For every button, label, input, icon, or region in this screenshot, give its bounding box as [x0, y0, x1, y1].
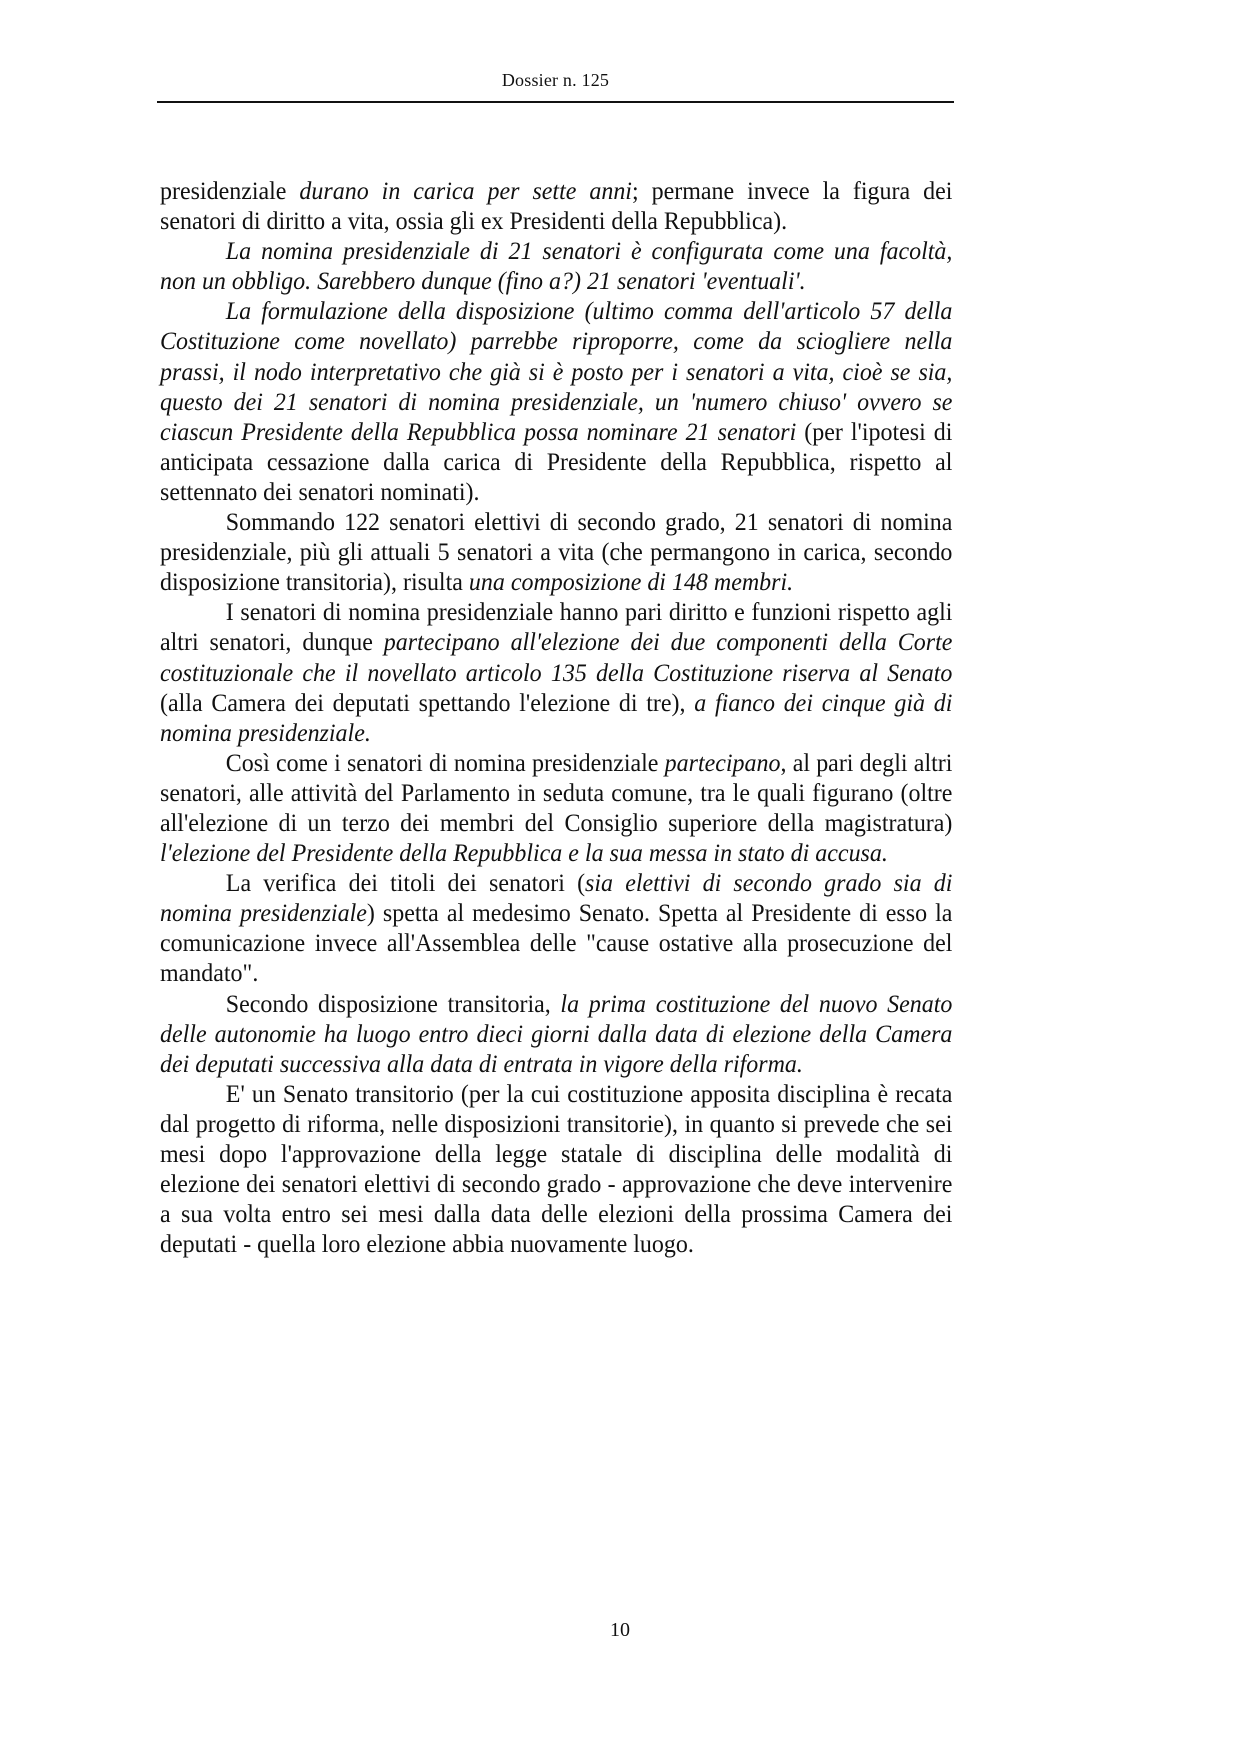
paragraph: [160, 748, 952, 868]
text-run: ) spetta al medesimo Senato. Spetta al Presidente di esso la comunicazione invece all'Assemblea delle "cause ostative alla prosecuzione del mandato".: [160, 898, 953, 988]
page-number: 10: [610, 1619, 630, 1641]
text-run: (per l'ipotesi di anticipata cessazione dalla carica di Presidente della Repubblica, rispetto al settennato dei senatori nominati).: [160, 416, 953, 506]
italic-text-run: l'elezione del Presidente della Repubblica e la sua messa in stato di accusa.: [160, 838, 888, 868]
text-run: presidenziale: [160, 176, 300, 205]
italic-text-run: la prima costituzione del nuovo Senato delle autonomie ha luogo entro dieci giorni dalla data di elezione della Camera dei deputati successiva alla data di entrata in vigore della riforma.: [160, 988, 953, 1078]
paragraph: [160, 296, 952, 507]
paragraph: [160, 989, 952, 1079]
text-run: (alla Camera dei deputati spettando l'elezione di tre),: [160, 687, 695, 717]
text-run: Secondo disposizione transitoria,: [225, 988, 561, 1018]
text-run: La verifica dei titoli dei senatori (: [225, 868, 586, 898]
text-run: , al pari degli altri senatori, alle attività del Parlamento in seduta comune, tra le quali figurano (oltre all'elezione di un terzo dei membri del Consiglio superiore della magistratura): [160, 747, 953, 837]
text-run: I senatori di nomina presidenziale hanno pari diritto e funzioni rispetto agli altri senatori, dunque: [160, 597, 953, 657]
italic-text-run: sia elettivi di secondo grado sia di nomina presidenziale: [160, 868, 953, 928]
italic-text-run: La nomina presidenziale di 21 senatori è configurata come una facoltà, non un obbligo. Sarebbero dunque (fino a?) 21 senatori 'eventuali'.: [160, 236, 953, 296]
text-run: Così come i senatori di nomina presidenziale: [225, 747, 665, 777]
italic-text-run: durano in carica per sette anni: [299, 176, 632, 205]
text-run: E' un Senato transitorio (per la cui costituzione apposita disciplina è recata dal progetto di riforma, nelle disposizioni transitorie), in quanto si prevede che sei mesi dopo l'approvazione della legge statale di disciplina delle modalità di elezione dei senatori elettivi di secondo grado - approvazione che deve intervenire a sua volta entro sei mesi dalla data delle elezioni della prossima Camera dei deputati - quella loro elezione abbia nuovamente luogo.: [160, 1078, 953, 1259]
text-run: Sommando 122 senatori elettivi di secondo grado, 21 senatori di nomina presidenziale, più gli attuali 5 senatori a vita (che permangono in carica, secondo disposizione transitoria), risulta: [160, 507, 953, 597]
italic-text-run: partecipano: [664, 747, 781, 777]
running-header: Dossier n. 125: [501, 70, 610, 90]
italic-text-run: a fianco dei cinque già di nomina presidenziale.: [160, 687, 953, 747]
italic-text-run: una composizione di 148 membri.: [468, 567, 794, 597]
paragraph: [160, 1079, 952, 1260]
paragraph: [160, 507, 952, 597]
paragraph: [160, 236, 952, 296]
body-text: [160, 176, 952, 1259]
header-rule: [157, 101, 954, 103]
paragraph: [160, 597, 952, 747]
text-run: ; permane invece la figura dei senatori di diritto a vita, ossia gli ex Presidenti della Repubblica).: [160, 176, 953, 236]
paragraph: [160, 868, 952, 988]
italic-text-run: La formulazione della disposizione (ultimo comma dell'articolo 57 della Costituzione come novellato) parrebbe riproporre, come da sciogliere nella prassi, il nodo interpretativo che già si è posto per i senatori a vita, cioè se sia, questo dei 21 senatori di nomina presidenziale, un 'numero chiuso' ovvero se ciascun Presidente della Repubblica possa nominare 21 senatori: [160, 296, 953, 446]
italic-text-run: partecipano all'elezione dei due componenti della Corte costituzionale che il novellato articolo 135 della Costituzione riserva al Senato: [160, 627, 953, 687]
paragraph: [160, 176, 952, 236]
